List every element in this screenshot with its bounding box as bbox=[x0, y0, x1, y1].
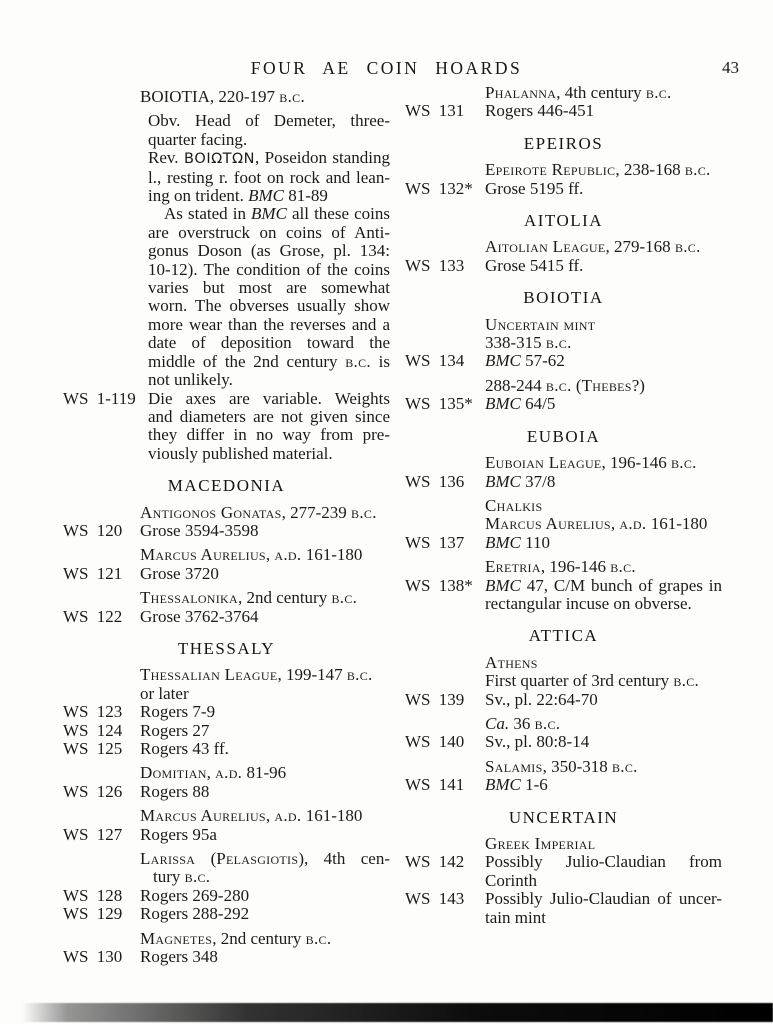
entry-row bbox=[485, 758, 722, 776]
text-segment: Thessalian League bbox=[140, 665, 278, 685]
entry-row bbox=[405, 394, 722, 414]
text-segment: viously published material. bbox=[148, 443, 333, 463]
text-segment: BMC bbox=[485, 575, 521, 595]
entry-row bbox=[63, 739, 390, 758]
entry-row bbox=[140, 224, 390, 242]
entry-row bbox=[63, 388, 390, 408]
entry-row bbox=[140, 205, 390, 223]
section-heading: THESSALY bbox=[177, 638, 276, 658]
text-segment: 161-180 bbox=[646, 514, 708, 534]
text-segment: Rogers 7-9 bbox=[140, 702, 216, 722]
ws-label: WS 129 bbox=[63, 904, 123, 924]
entry-row bbox=[140, 297, 390, 315]
text-segment: not unlikely. bbox=[148, 370, 233, 390]
text-segment: , 196-146 bbox=[601, 453, 671, 473]
text-segment: varies but most are somewhat bbox=[148, 278, 390, 298]
text-segment: , bbox=[610, 514, 620, 534]
ws-label: WS 1-119 bbox=[63, 388, 136, 408]
text-segment: b.c. bbox=[674, 237, 701, 257]
entry-row bbox=[140, 112, 390, 130]
entry-row bbox=[485, 715, 722, 733]
text-segment: BMC bbox=[248, 186, 284, 206]
entry-row bbox=[140, 169, 390, 187]
ws-label: WS 138* bbox=[405, 575, 473, 595]
entry-row bbox=[485, 377, 722, 395]
text-segment: Phalanna bbox=[485, 83, 557, 102]
entry-row bbox=[140, 408, 390, 426]
text-segment: ing on trident. bbox=[148, 186, 249, 206]
entry-row bbox=[485, 558, 722, 576]
catalog-item bbox=[405, 756, 722, 795]
text-segment: Pelasgiotis bbox=[216, 849, 299, 869]
entry-row bbox=[485, 835, 722, 853]
entry-row bbox=[140, 807, 390, 825]
entry-row bbox=[63, 781, 390, 801]
entry-row bbox=[405, 101, 722, 121]
entry-row bbox=[405, 471, 722, 491]
text-segment: Marcus Aurelius bbox=[140, 806, 266, 826]
text-segment: , 2nd century bbox=[237, 588, 332, 608]
text-segment: , 4th century bbox=[556, 83, 646, 102]
text-segment: , bbox=[265, 545, 275, 565]
text-segment: Marcus Aurelius bbox=[485, 514, 611, 534]
text-segment: quarter facing. bbox=[148, 129, 248, 149]
section-heading: ATTICA bbox=[528, 626, 599, 646]
text-segment: BMC bbox=[485, 394, 521, 414]
text-segment: they differ in no way from pre- bbox=[148, 425, 390, 445]
entry-row bbox=[405, 532, 722, 552]
text-segment: more wear than the reverses and a bbox=[148, 314, 390, 334]
text-segment: Uncertain mint bbox=[485, 314, 596, 334]
text-segment: Possibly Julio-Claudian from bbox=[485, 852, 722, 872]
entry-row bbox=[485, 595, 722, 613]
entry-row bbox=[63, 947, 390, 967]
text-segment: is bbox=[370, 351, 390, 371]
entry-row bbox=[140, 131, 390, 149]
entry-row bbox=[63, 824, 390, 844]
catalog-item bbox=[63, 849, 390, 924]
text-segment: b.c. bbox=[331, 588, 358, 608]
entry-row bbox=[405, 889, 722, 909]
text-segment: are overstruck on coins of Anti- bbox=[148, 222, 390, 242]
text-segment: 37/8 bbox=[520, 471, 556, 491]
text-segment: b.c. bbox=[673, 671, 700, 691]
text-segment: worn. The obverses usually show bbox=[148, 296, 390, 316]
text-segment: l., resting r. foot on rock and lean- bbox=[148, 167, 390, 187]
text-segment: 47, C/M bunch of grapes in bbox=[520, 575, 722, 595]
ws-label: WS 121 bbox=[63, 563, 123, 583]
entry-row bbox=[140, 149, 390, 168]
catalog-item bbox=[405, 314, 722, 371]
entry-row bbox=[63, 720, 390, 740]
text-segment: Sv., pl. 22:64-70 bbox=[485, 689, 598, 709]
entry-row bbox=[140, 685, 390, 703]
catalog-item bbox=[405, 160, 722, 198]
ws-label: WS 142 bbox=[405, 852, 465, 872]
catalog-item bbox=[405, 834, 722, 927]
catalog-item bbox=[405, 375, 722, 414]
text-segment: Magnetes bbox=[140, 928, 213, 948]
text-segment: gonus Doson (as Grose, pl. 134: bbox=[148, 241, 390, 261]
text-segment: b.c. bbox=[545, 333, 572, 353]
text-segment: b.c. bbox=[684, 160, 711, 180]
ws-label: WS 133 bbox=[405, 255, 465, 275]
text-segment: a.d. bbox=[274, 806, 302, 826]
text-segment: 81-96 bbox=[242, 763, 287, 783]
text-segment: , 238-168 bbox=[615, 160, 685, 180]
text-segment: Grose 5195 ff. bbox=[485, 178, 584, 198]
text-segment: b.c. bbox=[611, 756, 638, 776]
catalog-item bbox=[63, 665, 390, 758]
text-segment: b.c. bbox=[610, 557, 636, 577]
text-segment: ( bbox=[571, 375, 582, 395]
section-heading: EUBOIA bbox=[526, 426, 601, 446]
text-segment: , 199-147 bbox=[277, 665, 347, 685]
column-left bbox=[63, 88, 390, 972]
text-segment: 110 bbox=[520, 532, 551, 552]
catalog-item bbox=[63, 588, 390, 626]
entry-row bbox=[405, 178, 722, 198]
entry-row bbox=[140, 426, 390, 444]
catalog-item bbox=[405, 652, 722, 709]
entry-row bbox=[140, 261, 390, 279]
text-segment: Aitolian League bbox=[485, 237, 606, 257]
text-segment: 57-62 bbox=[520, 351, 565, 371]
ws-label: WS 125 bbox=[63, 739, 123, 758]
catalog-item bbox=[405, 453, 722, 491]
entry-row bbox=[140, 187, 390, 205]
entry-row bbox=[140, 371, 390, 389]
entry-row bbox=[140, 445, 390, 463]
entry-row bbox=[485, 497, 722, 515]
text-segment: Ca. bbox=[485, 713, 510, 733]
text-segment: ), 4th cen- bbox=[298, 849, 390, 869]
entry-row bbox=[405, 775, 722, 795]
text-segment: Grose 3594-3598 bbox=[140, 520, 259, 540]
entry-row bbox=[63, 606, 390, 626]
entry-row bbox=[485, 316, 722, 334]
entry-row bbox=[485, 454, 722, 472]
entry-row bbox=[405, 732, 722, 752]
entry-row bbox=[405, 689, 722, 709]
text-segment: Rogers 446-451 bbox=[485, 101, 595, 121]
text-segment: Rogers 27 bbox=[140, 720, 210, 740]
entry-row bbox=[140, 930, 390, 948]
catalog-item bbox=[405, 237, 722, 275]
text-segment: Rogers 88 bbox=[140, 781, 210, 801]
ws-label: WS 143 bbox=[405, 889, 465, 909]
text-segment: Salamis bbox=[485, 756, 543, 776]
text-segment: Rogers 288-292 bbox=[140, 904, 250, 924]
text-segment: tury bbox=[153, 867, 185, 887]
section-heading: MACEDONIA bbox=[167, 476, 286, 496]
text-segment: Die axes are variable. Weights bbox=[148, 388, 390, 408]
text-segment: , 196-146 bbox=[540, 557, 611, 577]
page-number: 43 bbox=[722, 58, 739, 77]
ws-label: WS 137 bbox=[405, 532, 465, 552]
entry-row bbox=[140, 242, 390, 260]
catalog-item bbox=[405, 713, 722, 752]
text-segment: BMC bbox=[485, 532, 521, 552]
text-segment: , Poseidon standing bbox=[254, 148, 390, 168]
text-segment: Grose 5415 ff. bbox=[485, 255, 584, 275]
text-segment: or later bbox=[140, 683, 189, 703]
section-heading: AITOLIA bbox=[523, 211, 604, 231]
text-segment: tain mint bbox=[485, 907, 546, 927]
text-segment: BMC bbox=[485, 471, 521, 491]
ws-label: WS 139 bbox=[405, 689, 465, 709]
ws-label: WS 120 bbox=[63, 520, 123, 540]
text-segment: Sv., pl. 80:8-14 bbox=[485, 732, 590, 752]
text-segment: 10-12). The condition of the coins bbox=[148, 259, 390, 279]
entry-row bbox=[485, 161, 722, 179]
text-segment: Obv. Head of Demeter, three- bbox=[148, 111, 390, 131]
entry-row bbox=[485, 84, 722, 102]
entry-row bbox=[63, 520, 390, 540]
ws-label: WS 136 bbox=[405, 471, 465, 491]
entry-row bbox=[140, 850, 390, 868]
ws-label: WS 131 bbox=[405, 101, 465, 121]
entry-row bbox=[140, 546, 390, 564]
entry-row bbox=[140, 589, 390, 607]
text-segment: Grose 3762-3764 bbox=[140, 606, 259, 626]
text-segment: b.c. bbox=[345, 351, 371, 371]
catalog-item bbox=[405, 83, 722, 121]
text-segment: BOIOTIA, 220-197 bbox=[140, 87, 280, 106]
entry-row bbox=[63, 885, 390, 905]
entry-row bbox=[63, 563, 390, 583]
entry-row bbox=[140, 279, 390, 297]
text-segment: b.c. bbox=[279, 87, 306, 106]
text-segment: b.c. bbox=[645, 83, 672, 102]
text-segment: middle of the 2nd century bbox=[148, 351, 346, 371]
text-segment: Corinth bbox=[485, 870, 537, 890]
entry-row bbox=[140, 334, 390, 352]
text-segment: ΒΟΙΩΤΩΝ bbox=[183, 151, 255, 168]
ws-label: WS 128 bbox=[63, 885, 123, 905]
entry-row bbox=[140, 316, 390, 334]
section-heading: UNCERTAIN bbox=[508, 807, 619, 827]
text-segment: Euboian League bbox=[485, 453, 602, 473]
text-segment: Rogers 95a bbox=[140, 824, 217, 844]
section-heading: EPEIROS bbox=[523, 133, 604, 153]
text-segment: a.d. bbox=[215, 763, 243, 783]
entry-row bbox=[405, 351, 722, 371]
entry-row bbox=[140, 868, 390, 886]
catalog-item bbox=[140, 88, 390, 106]
text-segment: , 279-168 bbox=[605, 237, 675, 257]
ws-label: WS 132* bbox=[405, 178, 473, 198]
text-segment: 1-6 bbox=[520, 775, 548, 795]
text-segment: b.c. bbox=[351, 502, 377, 522]
text-segment: 81-89 bbox=[284, 186, 328, 206]
entry-row bbox=[140, 504, 390, 522]
entry-row bbox=[140, 353, 390, 371]
entry-row bbox=[485, 672, 722, 690]
entry-row bbox=[63, 904, 390, 924]
text-segment: Grose 3720 bbox=[140, 563, 219, 583]
catalog-item bbox=[63, 545, 390, 583]
catalog-item bbox=[405, 557, 722, 613]
text-segment: b.c. bbox=[305, 928, 332, 948]
section-heading: BOIOTIA bbox=[523, 288, 604, 308]
catalog-item bbox=[63, 928, 390, 967]
text-segment: Marcus Aurelius bbox=[140, 545, 266, 565]
entry-row bbox=[63, 702, 390, 722]
text-segment: a.d. bbox=[619, 514, 647, 534]
text-segment: 338-315 bbox=[485, 333, 546, 353]
ws-label: WS 135* bbox=[405, 394, 473, 414]
ws-label: WS 126 bbox=[63, 781, 123, 801]
catalog-item bbox=[63, 806, 390, 844]
ws-label: WS 130 bbox=[63, 947, 123, 967]
text-segment: 288-244 bbox=[485, 375, 546, 395]
text-segment: a.d. bbox=[274, 545, 302, 565]
text-segment: BMC bbox=[485, 351, 521, 371]
text-segment: BMC bbox=[251, 204, 287, 224]
text-segment: Domitian bbox=[140, 763, 207, 783]
text-segment: b.c. bbox=[534, 713, 561, 733]
text-segment: , 277-239 bbox=[281, 502, 352, 522]
ws-label: WS 124 bbox=[63, 720, 123, 740]
text-segment: ( bbox=[195, 849, 217, 869]
text-segment: First quarter of 3rd century bbox=[485, 671, 674, 691]
text-segment: Thessalonika bbox=[140, 588, 238, 608]
text-segment: Athens bbox=[485, 652, 538, 672]
text-segment: As stated in bbox=[164, 204, 252, 224]
entry-row bbox=[405, 255, 722, 275]
text-segment: b.c. bbox=[184, 867, 211, 887]
entry-row bbox=[485, 334, 722, 352]
text-segment: Greek Imperial bbox=[485, 834, 596, 853]
entry-row bbox=[140, 88, 390, 106]
text-segment: , 350-318 bbox=[542, 756, 612, 776]
text-segment: Larissa bbox=[140, 849, 196, 869]
ws-label: WS 122 bbox=[63, 606, 123, 626]
entry-row bbox=[140, 666, 390, 684]
entry-row bbox=[485, 238, 722, 256]
entry-row bbox=[485, 654, 722, 672]
ws-label: WS 127 bbox=[63, 824, 123, 844]
entry-row bbox=[485, 909, 722, 927]
text-segment: Chalkis bbox=[485, 495, 543, 515]
text-segment: Thebes bbox=[581, 375, 632, 395]
entry-row bbox=[485, 872, 722, 890]
text-segment: 36 bbox=[509, 713, 535, 733]
text-segment: BMC bbox=[485, 775, 521, 795]
text-segment: Possibly Julio-Claudian of uncer- bbox=[485, 889, 722, 909]
text-segment: b.c. bbox=[346, 665, 373, 685]
text-segment: , bbox=[206, 763, 216, 783]
running-head: FOUR AE COIN HOARDS bbox=[250, 58, 523, 78]
text-segment: Rev. bbox=[148, 148, 184, 168]
ws-label: WS 123 bbox=[63, 702, 123, 722]
entry-row bbox=[485, 515, 722, 533]
catalog-item bbox=[63, 763, 390, 801]
text-segment: and diameters are not given since bbox=[148, 406, 390, 426]
catalog-item bbox=[405, 495, 722, 552]
text-segment: Antigonos Gonatas bbox=[140, 502, 282, 522]
text-segment: , 2nd century bbox=[212, 928, 306, 948]
text-segment: rectangular incuse on obverse. bbox=[485, 593, 692, 613]
text-segment: Rogers 43 ff. bbox=[140, 739, 229, 758]
ws-label: WS 134 bbox=[405, 351, 465, 371]
entry-row bbox=[405, 575, 722, 595]
text-segment: , bbox=[265, 806, 275, 826]
text-segment: b.c. bbox=[545, 375, 572, 395]
text-segment: Rogers 348 bbox=[140, 947, 218, 967]
text-segment: all these coins bbox=[286, 204, 390, 224]
catalog-item bbox=[63, 111, 390, 463]
ws-label: WS 140 bbox=[405, 732, 465, 752]
text-segment: Rogers 269-280 bbox=[140, 885, 250, 905]
text-segment: 161-180 bbox=[301, 545, 363, 565]
scan-shadow-artifact bbox=[22, 1003, 773, 1022]
text-segment: Eretria bbox=[485, 557, 541, 577]
ws-label: WS 141 bbox=[405, 775, 465, 795]
entry-row bbox=[405, 852, 722, 872]
column-right bbox=[405, 84, 722, 933]
catalog-item bbox=[63, 502, 390, 541]
text-segment: date of deposition toward the bbox=[148, 333, 390, 353]
text-segment: 64/5 bbox=[520, 394, 556, 414]
text-segment: ?) bbox=[631, 375, 645, 395]
text-segment: Epeirote Republic bbox=[485, 160, 616, 180]
entry-row bbox=[140, 764, 390, 782]
text-segment: 161-180 bbox=[301, 806, 363, 826]
text-segment: b.c. bbox=[670, 453, 697, 473]
